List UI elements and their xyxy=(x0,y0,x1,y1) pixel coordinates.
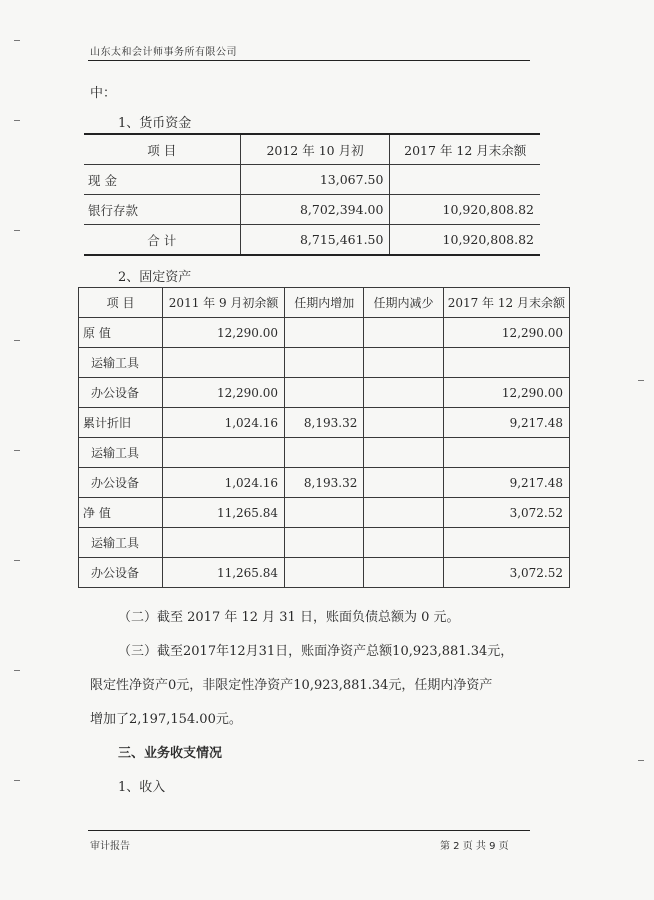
cell-start-balance: 11,265.84 xyxy=(163,498,285,528)
cell-decrease xyxy=(364,378,443,408)
cell-start-balance: 11,265.84 xyxy=(163,558,285,588)
table-row xyxy=(79,498,570,528)
cell-start: 8,715,461.50 xyxy=(240,225,390,256)
binding-mark xyxy=(14,560,20,561)
header-cell: 2017 年 12 月末余额 xyxy=(443,288,569,318)
table-row xyxy=(84,195,540,225)
section3-1-title: 1、收入 xyxy=(118,780,166,795)
cell-end-balance: 12,290.00 xyxy=(443,318,569,348)
header-cell: 任期内减少 xyxy=(364,288,443,318)
cell-start-balance xyxy=(163,348,285,378)
cell-end-balance xyxy=(443,348,569,378)
cell-decrease xyxy=(364,558,443,588)
cell-decrease xyxy=(364,408,443,438)
para-net-assets-2: 限定性净资产0元，非限定性净资产10,923,881.34元，任期内净资产 xyxy=(90,678,493,693)
table-row xyxy=(84,225,540,256)
cell-end-balance: 12,290.00 xyxy=(443,378,569,408)
row-label: 办公设备 xyxy=(79,558,163,588)
header-cell: 项 目 xyxy=(84,134,240,165)
header-cell: 任期内增加 xyxy=(285,288,364,318)
header-rule xyxy=(88,60,530,61)
section1-title: 1、货币资金 xyxy=(118,116,192,131)
binding-mark xyxy=(638,380,644,381)
section2-title: 2、固定资产 xyxy=(118,270,192,285)
cell-increase xyxy=(285,558,364,588)
row-label: 运输工具 xyxy=(79,438,163,468)
header-cell: 2017 年 12 月末余额 xyxy=(390,134,540,165)
cell-increase xyxy=(285,528,364,558)
para-liabilities: （二）截至 2017 年 12 月 31 日，账面负债总额为 0 元。 xyxy=(118,610,460,625)
header-cell: 项 目 xyxy=(79,288,163,318)
table-row xyxy=(79,468,570,498)
cell-end: 10,920,808.82 xyxy=(390,195,540,225)
footer-report-name: 审计报告 xyxy=(90,841,130,852)
cell-end-balance: 3,072.52 xyxy=(443,558,569,588)
table-header-row xyxy=(79,288,570,318)
cell-start-balance: 1,024.16 xyxy=(163,468,285,498)
cell-end-balance: 9,217.48 xyxy=(443,468,569,498)
cell-end-balance xyxy=(443,528,569,558)
row-label: 现 金 xyxy=(84,165,240,195)
binding-mark xyxy=(14,40,20,41)
cell-decrease xyxy=(364,468,443,498)
table-row xyxy=(79,318,570,348)
cell-start-balance xyxy=(163,438,285,468)
binding-mark xyxy=(638,760,644,761)
cell-start: 8,702,394.00 xyxy=(240,195,390,225)
binding-mark xyxy=(14,450,20,451)
table-row xyxy=(79,438,570,468)
para-net-assets-1: （三）截至2017年12月31日，账面净资产总额10,923,881.34元， xyxy=(118,644,514,659)
cell-end-balance xyxy=(443,438,569,468)
table-row xyxy=(84,165,540,195)
table-row xyxy=(79,408,570,438)
cell-increase xyxy=(285,318,364,348)
cell-decrease xyxy=(364,498,443,528)
binding-mark xyxy=(14,340,20,341)
binding-mark xyxy=(14,230,20,231)
row-label: 办公设备 xyxy=(79,378,163,408)
table-row xyxy=(79,558,570,588)
cell-decrease xyxy=(364,528,443,558)
firm-name: 山东太和会计师事务所有限公司 xyxy=(90,47,237,58)
cell-start-balance: 12,290.00 xyxy=(163,318,285,348)
binding-mark xyxy=(14,780,20,781)
header-cell: 2011 年 9 月初余额 xyxy=(163,288,285,318)
row-label: 原 值 xyxy=(79,318,163,348)
row-label: 银行存款 xyxy=(84,195,240,225)
cell-start-balance: 1,024.16 xyxy=(163,408,285,438)
table-row xyxy=(79,528,570,558)
row-label: 运输工具 xyxy=(79,528,163,558)
table-header-row xyxy=(84,134,540,165)
para-net-assets-3: 增加了2,197,154.00元。 xyxy=(90,712,242,727)
page-number: 第 2 页 共 9 页 xyxy=(440,841,509,852)
cell-decrease xyxy=(364,438,443,468)
binding-mark xyxy=(14,670,20,671)
section3-title: 三、业务收支情况 xyxy=(118,746,223,761)
cell-end-balance: 3,072.52 xyxy=(443,498,569,528)
cell-increase: 8,193.32 xyxy=(285,468,364,498)
cell-start: 13,067.50 xyxy=(240,165,390,195)
binding-mark xyxy=(14,120,20,121)
cell-increase xyxy=(285,348,364,378)
cell-increase xyxy=(285,438,364,468)
table-row xyxy=(79,378,570,408)
cell-decrease xyxy=(364,318,443,348)
table-row xyxy=(79,348,570,378)
cell-end xyxy=(390,165,540,195)
cash-table xyxy=(84,133,540,256)
intro-text: 中： xyxy=(90,86,117,101)
cell-end-balance: 9,217.48 xyxy=(443,408,569,438)
cell-decrease xyxy=(364,348,443,378)
row-label: 净 值 xyxy=(79,498,163,528)
cell-increase xyxy=(285,498,364,528)
cell-start-balance: 12,290.00 xyxy=(163,378,285,408)
row-label: 合 计 xyxy=(84,225,240,256)
cell-increase: 8,193.32 xyxy=(285,408,364,438)
row-label: 累计折旧 xyxy=(79,408,163,438)
cell-increase xyxy=(285,378,364,408)
row-label: 办公设备 xyxy=(79,468,163,498)
footer-rule xyxy=(88,830,530,831)
cell-start-balance xyxy=(163,528,285,558)
cell-end: 10,920,808.82 xyxy=(390,225,540,256)
header-cell: 2012 年 10 月初 xyxy=(240,134,390,165)
row-label: 运输工具 xyxy=(79,348,163,378)
fixed-assets-table xyxy=(78,287,570,588)
